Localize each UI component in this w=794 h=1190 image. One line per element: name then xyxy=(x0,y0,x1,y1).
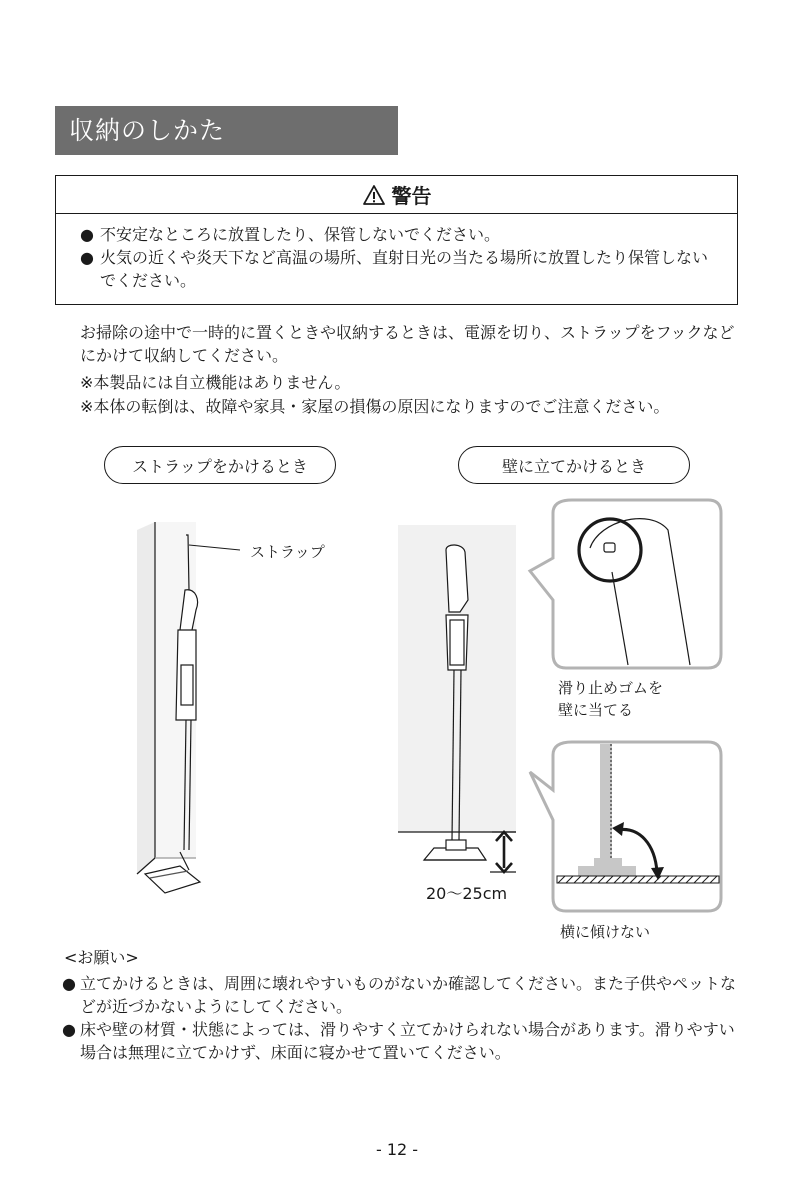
note-self-standing: ※本製品には自立機能はありません。 xyxy=(80,373,351,392)
bullet-icon: ● xyxy=(62,1020,76,1039)
section-title: 収納のしかた xyxy=(55,106,398,155)
warning-label: 警告 xyxy=(391,184,432,208)
request-item-text: 床や壁の材質・状態によっては、滑りやすく立てかけられない場合があります。滑りやすい場合は無理に立てかけず、床面に寝かせて置いてください。 xyxy=(80,1020,735,1062)
request-item xyxy=(62,972,742,1018)
rubber-label-line1: 滑り止めゴムを xyxy=(558,679,664,697)
request-item-text: 立てかけるときは、周囲に壊れやすいものがないか確認してください。また子供やペットなどが近づかないようにしてください。 xyxy=(80,974,737,1016)
requests-heading: <お願い> xyxy=(64,948,139,967)
wall-leaning-pill: 壁に立てかけるとき xyxy=(458,446,690,484)
rubber-label-line2: 壁に当てる xyxy=(558,701,634,719)
note-tipping: ※本体の転倒は、故障や家具・家屋の損傷の原因になりますのでご注意ください。 xyxy=(80,397,670,416)
bullet-icon: ● xyxy=(80,248,94,267)
wall-leaning-illustration xyxy=(398,525,516,872)
strap-hanging-pill: ストラップをかけるとき xyxy=(104,446,336,484)
bullet-icon: ● xyxy=(62,974,76,993)
height-label: 20〜25cm xyxy=(426,884,508,903)
page-number: - 12 - xyxy=(375,1140,419,1159)
warning-item-text: 火気の近くや炎天下など高温の場所、直射日光の当たる場所に放置したり保管しないでください。 xyxy=(100,248,709,290)
warning-item-text: 不安定なところに放置したり、保管しないでください。 xyxy=(100,225,501,244)
request-item xyxy=(62,1018,742,1064)
instruction-paragraph: お掃除の途中で一時的に置くときや収納するときは、電源を切り、ストラップをフックなどにかけて収納してください。 xyxy=(80,323,735,365)
requests-list xyxy=(62,972,742,1064)
strap-label: ストラップ xyxy=(250,543,325,561)
rubber-callout xyxy=(530,500,721,668)
strap-hanging-illustration xyxy=(137,522,240,893)
tilt-label: 横に傾けない xyxy=(560,923,651,941)
tilt-callout xyxy=(530,742,721,911)
bullet-icon: ● xyxy=(80,225,94,244)
